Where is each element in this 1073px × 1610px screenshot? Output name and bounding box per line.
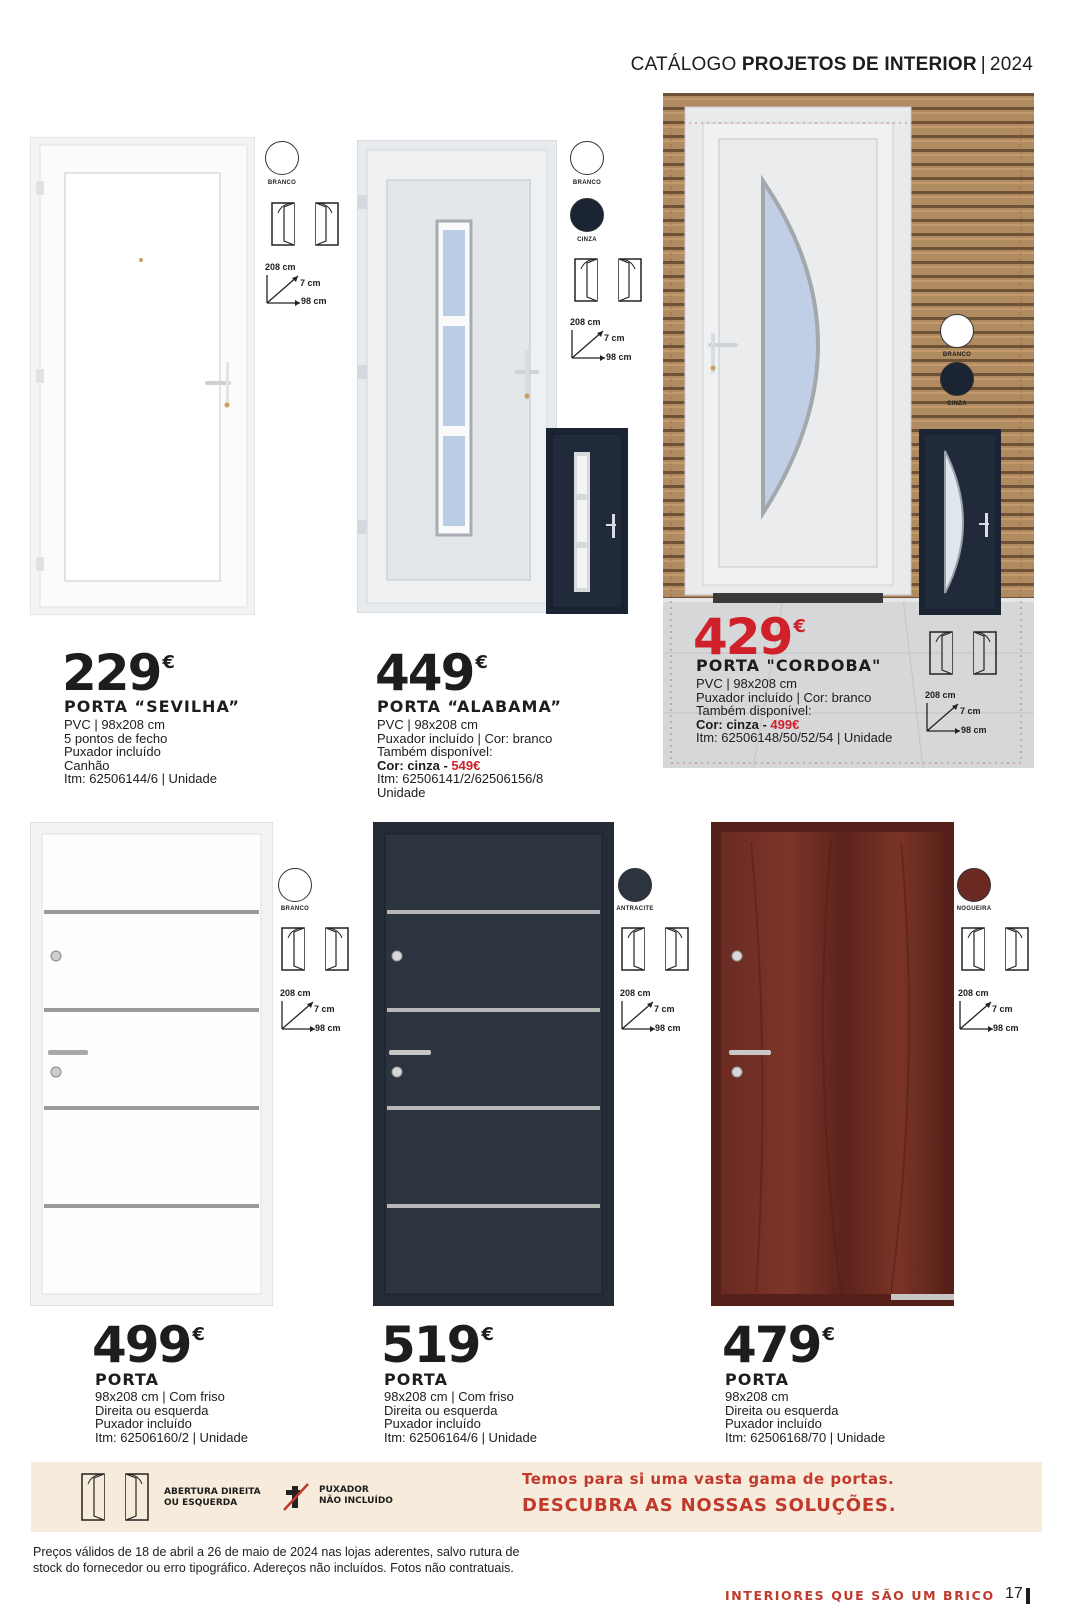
door-alabama-image	[357, 140, 557, 613]
banner-headline: Temos para si uma vasta gama de portas.	[522, 1470, 895, 1488]
dim-height: 208 cm	[570, 317, 601, 327]
header-prefix: CATÁLOGO	[630, 54, 737, 75]
swatch-cinza-alabama	[570, 198, 604, 232]
dim-height: 208 cm	[280, 988, 311, 998]
opening-direction-icon	[960, 924, 1034, 974]
dim-width: 98 cm	[655, 1023, 681, 1033]
no-handle-icon	[282, 1480, 310, 1514]
swatch-cinza-cordoba	[940, 362, 974, 396]
legend-opening-text: ABERTURA DIREITA OU ESQUERDA	[164, 1487, 261, 1508]
dim-width: 98 cm	[961, 725, 987, 735]
dimension-arrows-icon	[957, 998, 997, 1032]
dim-width: 98 cm	[993, 1023, 1019, 1033]
header-year: 2024	[989, 54, 1033, 75]
desc-porta-antracite: 98x208 cm | Com friso Direita ou esquerda Puxador incluído Itm: 62506164/6 | Unidade	[384, 1389, 537, 1445]
swatch-branco	[265, 141, 299, 175]
dim-height: 208 cm	[620, 988, 651, 998]
swatch-label-branco-row2a: BRANCO	[280, 906, 310, 912]
door-antracite-image	[373, 822, 614, 1306]
swatch-branco-cordoba	[940, 314, 974, 348]
dim-height: 208 cm	[958, 988, 989, 998]
dim-depth: 7 cm	[654, 1004, 675, 1014]
dim-height: 208 cm	[925, 690, 956, 700]
dim-depth: 7 cm	[992, 1004, 1013, 1014]
swatch-label-cinza-cordoba: CINZA	[947, 401, 967, 407]
title-sevilha: PORTA “SEVILHA”	[64, 697, 240, 716]
dimension-arrows-icon	[264, 272, 304, 306]
opening-direction-icon	[573, 255, 647, 305]
opening-direction-icon	[270, 199, 344, 249]
swatch-label-branco-cordoba: BRANCO	[942, 352, 972, 358]
page-number: 17	[1005, 1585, 1023, 1602]
door-nogueira-image	[711, 822, 954, 1306]
door-branco-image	[30, 822, 273, 1306]
catalog-header: CATÁLOGO PROJETOS DE INTERIOR | 2024	[630, 54, 1033, 75]
dim-width: 98 cm	[301, 296, 327, 306]
desc-porta-branco: 98x208 cm | Com friso Direita ou esquerda Puxador incluído Itm: 62506160/2 | Unidade	[95, 1389, 248, 1445]
swatch-antracite	[618, 868, 652, 902]
page-marker	[1026, 1588, 1030, 1604]
opening-direction-icon	[928, 628, 1002, 678]
dimension-arrows-icon	[279, 998, 319, 1032]
swatch-branco-alabama	[570, 141, 604, 175]
door-alabama-cinza-thumb	[546, 428, 628, 614]
swatch-label-branco-alabama: BRANCO	[572, 180, 602, 186]
dim-depth: 7 cm	[960, 706, 981, 716]
swatch-label-branco: BRANCO	[267, 180, 297, 186]
title-alabama: PORTA “ALABAMA”	[377, 697, 562, 716]
price-alabama: 449 €	[375, 644, 488, 702]
price-sevilha: 229 €	[62, 644, 175, 702]
desc-sevilha: PVC | 98x208 cm 5 pontos de fecho Puxador incluído Canhão Itm: 62506144/6 | Unidade	[64, 717, 217, 786]
title-porta-nogueira: PORTA	[725, 1370, 789, 1389]
swatch-label-cinza-alabama: CINZA	[577, 237, 597, 243]
swatch-branco-row2a	[278, 868, 312, 902]
legend-handle-text: PUXADOR NÃO INCLUÍDO	[319, 1485, 393, 1506]
price-cordoba: 429 €	[693, 608, 806, 666]
title-porta-branco: PORTA	[95, 1370, 159, 1389]
dim-depth: 7 cm	[300, 278, 321, 288]
footer-tagline: INTERIORES QUE SÃO UM BRICO	[725, 1588, 995, 1603]
price-porta-nogueira: 479 €	[722, 1316, 835, 1374]
header-title: PROJETOS DE INTERIOR	[741, 54, 977, 75]
title-porta-antracite: PORTA	[384, 1370, 448, 1389]
swatch-nogueira	[957, 868, 991, 902]
door-sevilha-image	[30, 137, 255, 615]
swatch-label-nogueira: NOGUEIRA	[956, 906, 992, 912]
desc-cordoba: PVC | 98x208 cm Puxador incluído | Cor: branco Também disponível: Cor: cinza - 499€ Itm: 62506148/50/52/54 | Unidade	[696, 676, 893, 745]
desc-porta-nogueira: 98x208 cm Direita ou esquerda Puxador incluído Itm: 62506168/70 | Unidade	[725, 1389, 886, 1445]
opening-direction-icon	[620, 924, 694, 974]
dim-width: 98 cm	[315, 1023, 341, 1033]
banner-cta: DESCUBRA AS NOSSAS SOLUÇÕES.	[522, 1495, 897, 1516]
legal-note: Preços válidos de 18 de abril a 26 de maio de 2024 nas lojas aderentes, salvo rutura de stock do fornecedor ou erro tipográfico. Adereços não incluídos. Fotos não contratuais.	[33, 1545, 520, 1575]
opening-direction-legend-icon	[80, 1470, 154, 1524]
price-porta-branco: 499 €	[92, 1316, 205, 1374]
dimension-arrows-icon	[924, 700, 964, 734]
title-cordoba: PORTA "CORDOBA"	[696, 656, 882, 675]
dim-height: 208 cm	[265, 262, 296, 272]
dimension-arrows-icon	[619, 998, 659, 1032]
price-porta-antracite: 519 €	[381, 1316, 494, 1374]
desc-alabama: PVC | 98x208 cm Puxador incluído | Cor: branco Também disponível: Cor: cinza - 549€ Itm: 62506141/2/62506156/8 Unidade	[377, 717, 553, 800]
dimension-arrows-icon	[569, 327, 609, 361]
dim-width: 98 cm	[606, 352, 632, 362]
opening-direction-icon	[280, 924, 354, 974]
dim-depth: 7 cm	[314, 1004, 335, 1014]
dim-depth: 7 cm	[604, 333, 625, 343]
swatch-label-antracite: ANTRACITE	[616, 906, 654, 912]
